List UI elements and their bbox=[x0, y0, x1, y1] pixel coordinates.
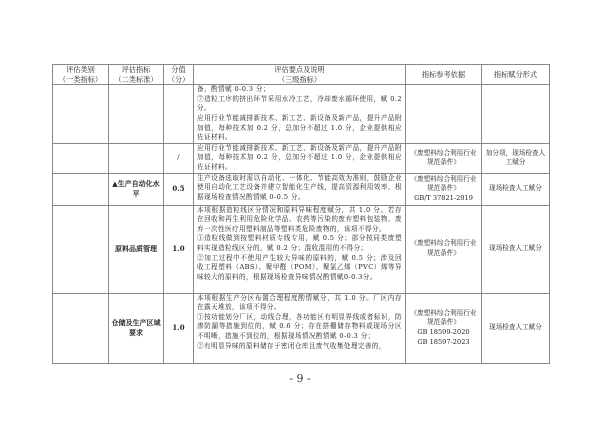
header-indicator: 评估指标 （二类标准） bbox=[109, 65, 164, 85]
cell-reference: 《废塑料综合利用行业规范条件》 GB 18599-2020 GB 18597-2023 bbox=[406, 293, 482, 363]
cell-reference: 《废塑料综合利用行业规范条件》 GB/T 37821-2019 bbox=[406, 173, 482, 205]
cell-score: / bbox=[164, 143, 194, 173]
cell-category bbox=[53, 173, 109, 205]
cell-reference: 《废塑料综合利用行业规范条件》 bbox=[406, 205, 482, 293]
cell-category bbox=[53, 143, 109, 173]
cell-indicator: ▲生产自动化水平 bbox=[109, 173, 164, 205]
cell-reference bbox=[406, 85, 482, 144]
cell-score bbox=[164, 85, 194, 144]
cell-reference: 《废塑料综合利用行业规范条件》 bbox=[406, 143, 482, 173]
cell-description: 应用行业节能减排新技术、新工艺、新设备及新产品，提升产品附加值，每种技术加 0.2 分，总加分不超过 1.0 分，企业提供相应佐证材料。 bbox=[194, 143, 406, 173]
page-number: - 9 - bbox=[289, 372, 311, 385]
header-format: 指标赋分形式 bbox=[482, 65, 550, 85]
cell-format: 现场检查人工赋分 bbox=[482, 173, 550, 205]
cell-indicator: 原料品质管理 bbox=[109, 205, 164, 293]
table-row bbox=[53, 143, 550, 173]
evaluation-table bbox=[52, 64, 550, 364]
cell-indicator bbox=[109, 143, 164, 173]
cell-description: 生产设备选取时需以自动化、一体化、节能高效为准则，鼓励企业使用自动化工艺设备并建立智能化生产线，提高资源利用效率，根据现场检查情况酌情赋 0-0.5 分。 bbox=[194, 173, 406, 205]
cell-description: 本项根据造粒线区分情况和原料异味程度赋分，共 1.0 分。若存在回收和再生利用危险化学品、农药等污染的废弃塑料包装物、废弃一次性医疗用塑料制品等塑料类危险废物的，该项不得分。 ①造粒线做到按塑料材质专线专用，赋 0.5 分；部分按同类废塑料实现造粒线区分的，赋 0.2 分；混收混用的不得分； ②加工过程中不使用产生较大异味的原料的，赋 0.5 分；涉及回收工程塑料（ABS）、聚甲醛（POM）、聚氯乙烯（PVC）烯等异味较大的原料的，根据现场检查异味情况酌情赋0-0.3分。 bbox=[194, 205, 406, 293]
cell-format bbox=[482, 85, 550, 144]
table-header-row bbox=[53, 65, 550, 85]
cell-score: 1.0 bbox=[164, 205, 194, 293]
cell-description: 本项根据生产分区布置合理程度酌情赋分，共 1.0 分。厂区内存在露天堆放，该项不得分。 ①按功能划分厂区，动线合理，各功能区有明显界线或者标识，防渗防漏等措施到位的，赋 0.6 分；存在搭棚储存物料或现场分区不明晰，措施不到位的，根据现场情况酌情赋 0-0.3 分； ②有明显异味的原料储存于密闭仓库且废气收集处理完善的， bbox=[194, 293, 406, 363]
table-row bbox=[53, 85, 550, 144]
cell-format: 现场检查人工赋分 bbox=[482, 293, 550, 363]
cell-indicator bbox=[109, 85, 164, 144]
header-description: 评估要点及说明 （三级指标） bbox=[194, 65, 406, 85]
cell-description: 备，酌情赋 0-0.3 分； ⑦造粒工序的挤出环节采用水冷工艺，冷却废水循环使用，赋 0.2 分。 应用行业节能减排新技术、新工艺、新设备及新产品，提升产品附加值，每种技术加 0.2 分，总加分不超过 1.0 分，企业提供相应佐证材料。 bbox=[194, 85, 406, 144]
cell-format: 现场检查人工赋分 bbox=[482, 205, 550, 293]
cell-category bbox=[53, 293, 109, 363]
header-category: 评估类别 （一类指标） bbox=[53, 65, 109, 85]
header-reference: 指标参考依据 bbox=[406, 65, 482, 85]
header-score: 分值 （分） bbox=[164, 65, 194, 85]
table-row bbox=[53, 173, 550, 205]
cell-format: 加分项，现场检查人工赋分 bbox=[482, 143, 550, 173]
table-row bbox=[53, 293, 550, 363]
cell-category bbox=[53, 85, 109, 144]
cell-score: 1.0 bbox=[164, 293, 194, 363]
table-row bbox=[53, 205, 550, 293]
cell-score: 0.5 bbox=[164, 173, 194, 205]
cell-indicator: 仓储及生产区域要求 bbox=[109, 293, 164, 363]
cell-category bbox=[53, 205, 109, 293]
